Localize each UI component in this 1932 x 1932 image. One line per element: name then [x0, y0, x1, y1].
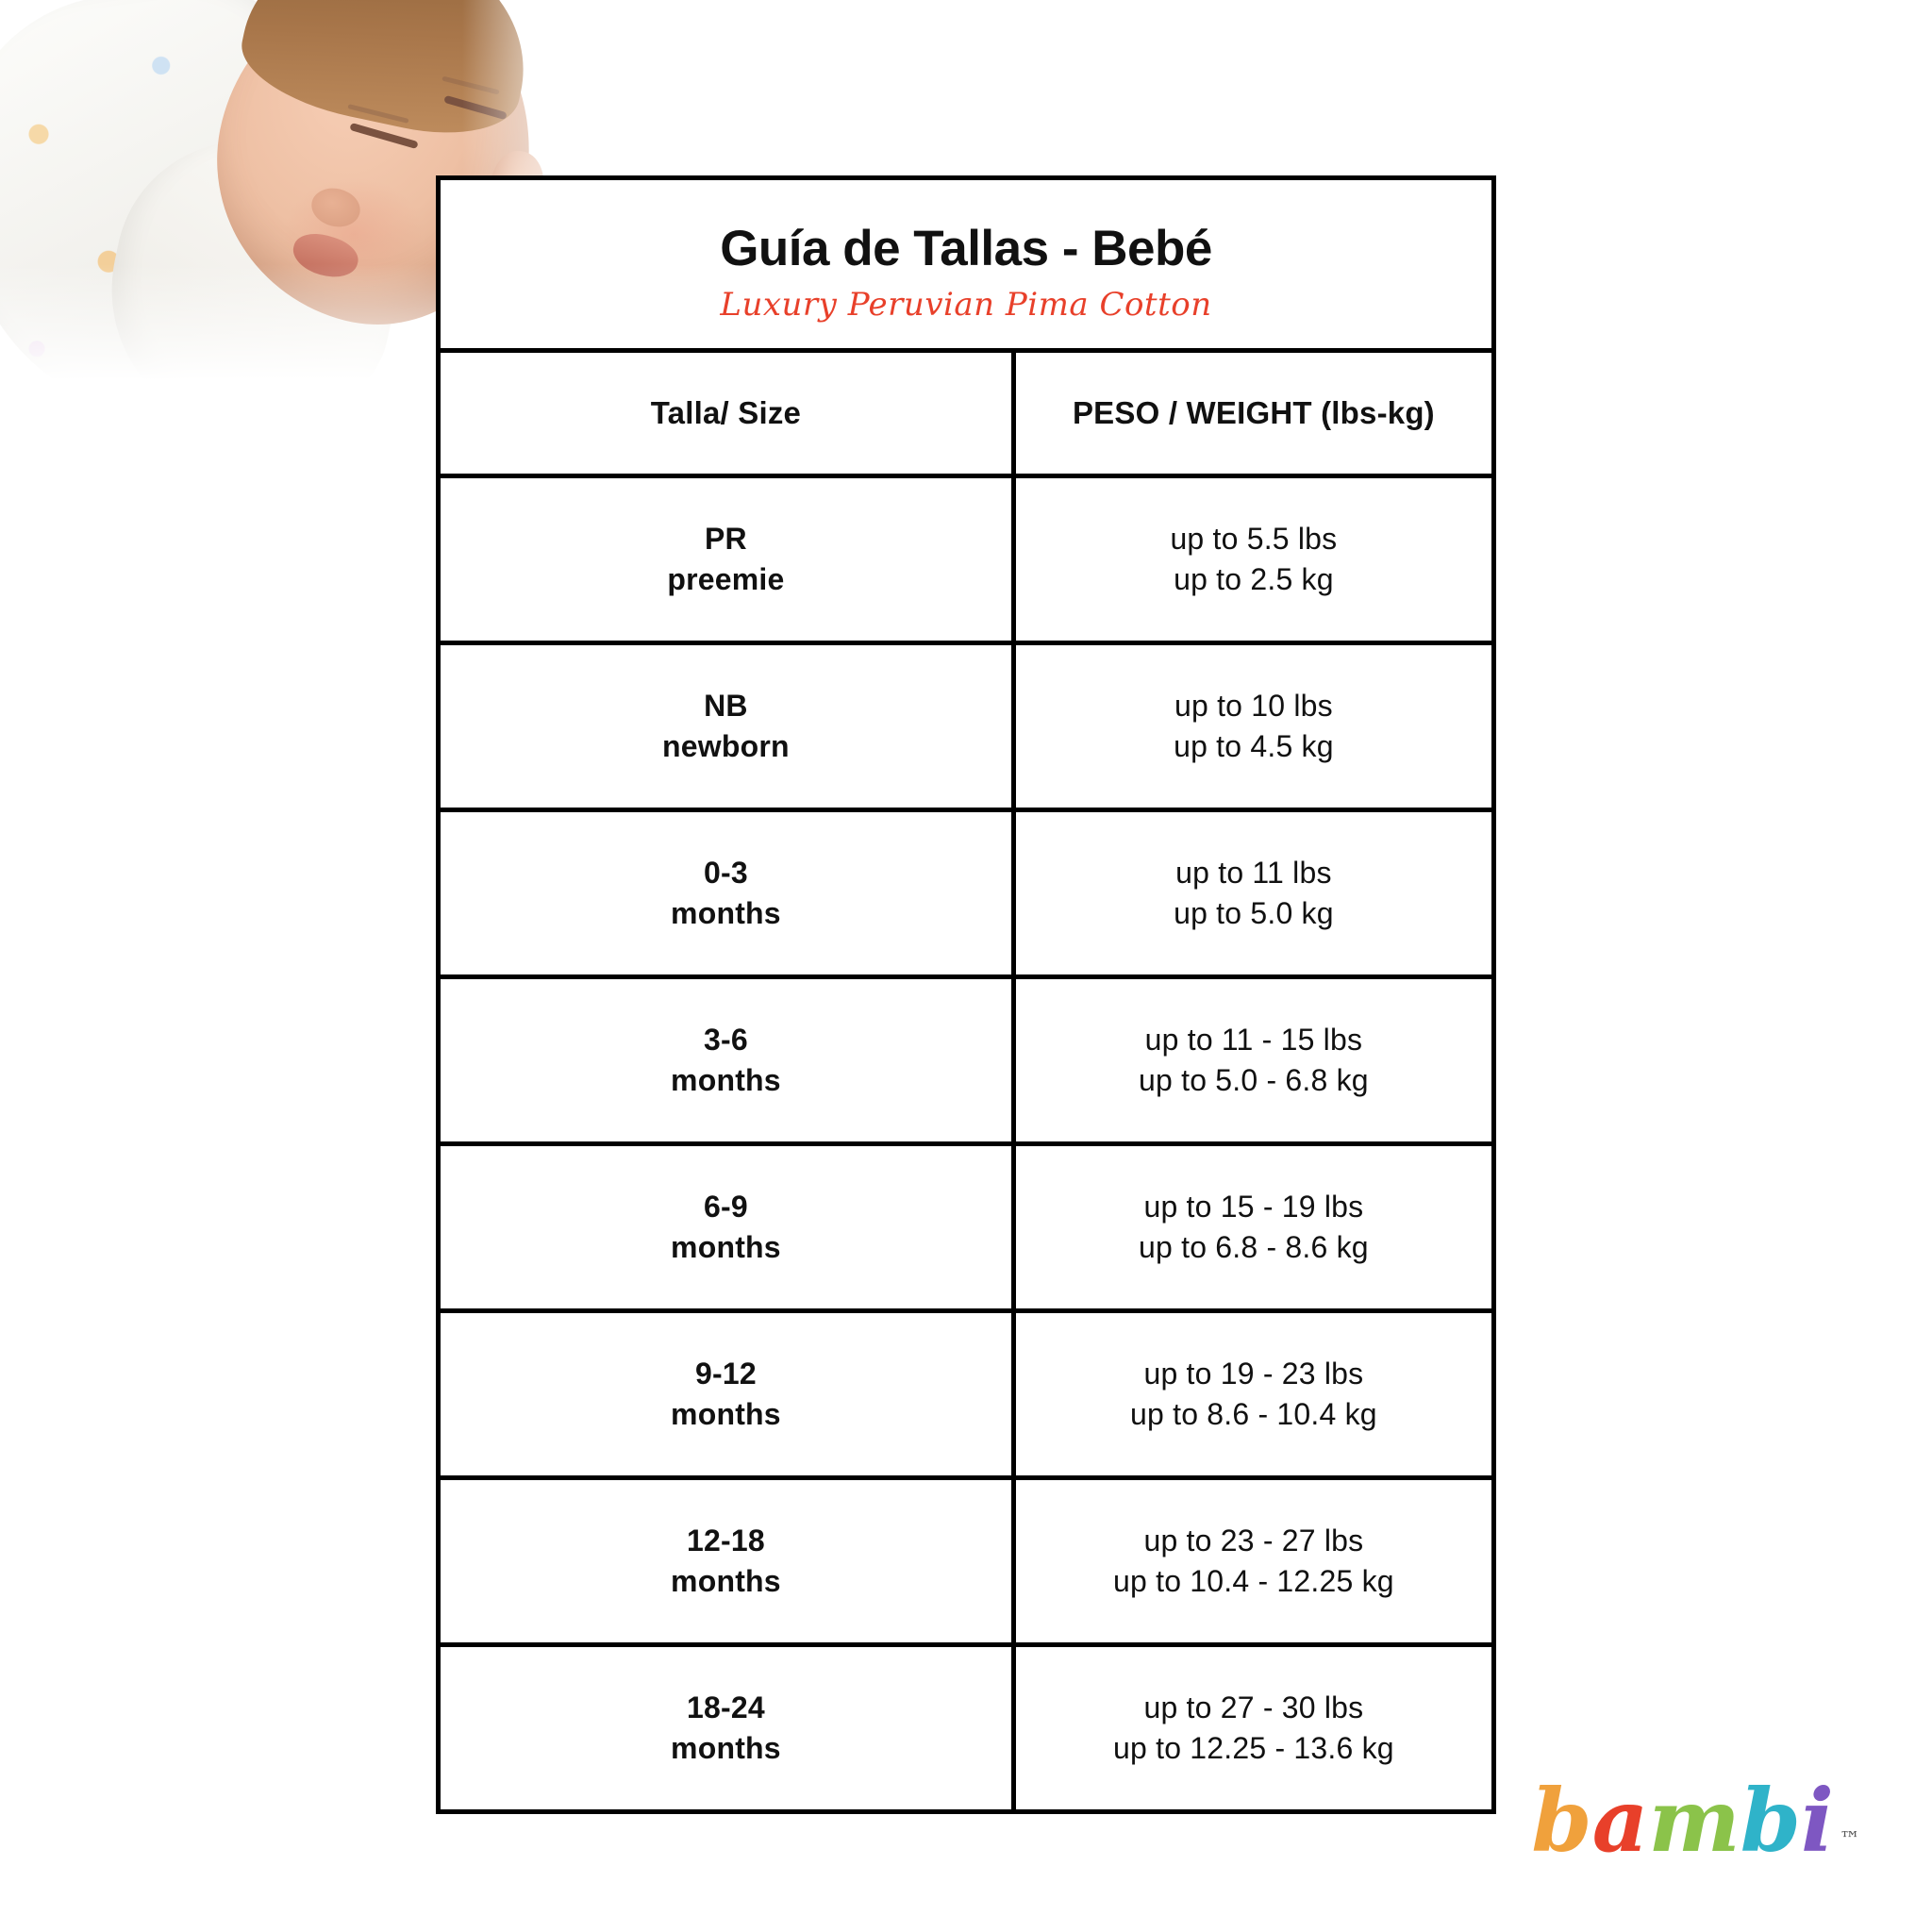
size-code: 3-6 — [703, 1023, 748, 1058]
cell-weight — [1013, 1311, 1493, 1478]
cell-weight — [1013, 810, 1493, 977]
weight-kg: up to 6.8 - 8.6 kg — [1139, 1230, 1369, 1265]
weight-kg: up to 10.4 - 12.25 kg — [1113, 1564, 1394, 1599]
cell-weight — [1013, 1478, 1493, 1645]
logo-letter: i — [1801, 1770, 1834, 1872]
size-name: months — [671, 1230, 781, 1265]
size-code: 9-12 — [694, 1357, 757, 1391]
cell-size — [439, 1144, 1014, 1311]
cell-weight — [1013, 1144, 1493, 1311]
size-name: months — [671, 896, 781, 931]
table-row — [439, 810, 1494, 977]
logo-letter: a — [1591, 1770, 1649, 1872]
weight-kg: up to 5.0 - 6.8 kg — [1139, 1063, 1369, 1098]
table-row — [439, 476, 1494, 643]
size-code: NB — [704, 689, 748, 724]
trademark-symbol: ™ — [1840, 1828, 1860, 1852]
cell-weight — [1013, 476, 1493, 643]
cell-weight — [1013, 977, 1493, 1144]
table-row — [439, 1144, 1494, 1311]
size-code: 0-3 — [703, 856, 748, 891]
size-name: months — [671, 1063, 781, 1098]
cell-size — [439, 1645, 1014, 1812]
page-subtitle: Luxury Peruvian Pima Cotton — [720, 286, 1212, 325]
size-code: 6-9 — [703, 1190, 748, 1224]
cell-size — [439, 1478, 1014, 1645]
table-header-row — [439, 351, 1494, 476]
size-name: months — [671, 1397, 781, 1432]
weight-lbs: up to 11 lbs — [1175, 856, 1332, 891]
logo-letter: b — [1531, 1770, 1592, 1872]
cell-weight — [1013, 643, 1493, 810]
column-header-weight: PESO / WEIGHT (lbs-kg) — [1013, 351, 1493, 476]
cell-size — [439, 643, 1014, 810]
weight-lbs: up to 10 lbs — [1174, 689, 1333, 724]
cell-size — [439, 977, 1014, 1144]
size-code: 12-18 — [687, 1524, 765, 1558]
table-row — [439, 643, 1494, 810]
brand-logo — [1531, 1770, 1860, 1872]
weight-kg: up to 5.0 kg — [1174, 896, 1334, 931]
size-table — [436, 348, 1496, 1814]
size-code: PR — [704, 522, 747, 557]
size-chart-card — [436, 175, 1496, 1814]
page-title: Guía de Tallas - Bebé — [720, 221, 1212, 276]
weight-kg: up to 4.5 kg — [1174, 729, 1334, 764]
weight-kg: up to 8.6 - 10.4 kg — [1130, 1397, 1377, 1432]
weight-lbs: up to 27 - 30 lbs — [1143, 1690, 1364, 1725]
table-row — [439, 1645, 1494, 1812]
weight-lbs: up to 15 - 19 lbs — [1143, 1190, 1364, 1224]
weight-kg: up to 2.5 kg — [1174, 562, 1334, 597]
weight-lbs: up to 23 - 27 lbs — [1143, 1524, 1364, 1558]
weight-lbs: up to 11 - 15 lbs — [1144, 1023, 1363, 1058]
size-name: months — [671, 1731, 781, 1766]
size-name: preemie — [667, 562, 785, 597]
table-row — [439, 977, 1494, 1144]
table-row — [439, 1311, 1494, 1478]
cell-weight — [1013, 1645, 1493, 1812]
size-name: newborn — [662, 729, 790, 764]
logo-letter: b — [1740, 1770, 1802, 1872]
chart-header — [436, 175, 1496, 348]
column-header-size: Talla/ Size — [439, 351, 1014, 476]
size-code: 18-24 — [687, 1690, 765, 1725]
weight-kg: up to 12.25 - 13.6 kg — [1113, 1731, 1394, 1766]
size-name: months — [671, 1564, 781, 1599]
weight-lbs: up to 5.5 lbs — [1170, 522, 1338, 557]
weight-lbs: up to 19 - 23 lbs — [1143, 1357, 1364, 1391]
cell-size — [439, 810, 1014, 977]
table-row — [439, 1478, 1494, 1645]
cell-size — [439, 1311, 1014, 1478]
logo-letter: m — [1648, 1770, 1740, 1872]
cell-size — [439, 476, 1014, 643]
